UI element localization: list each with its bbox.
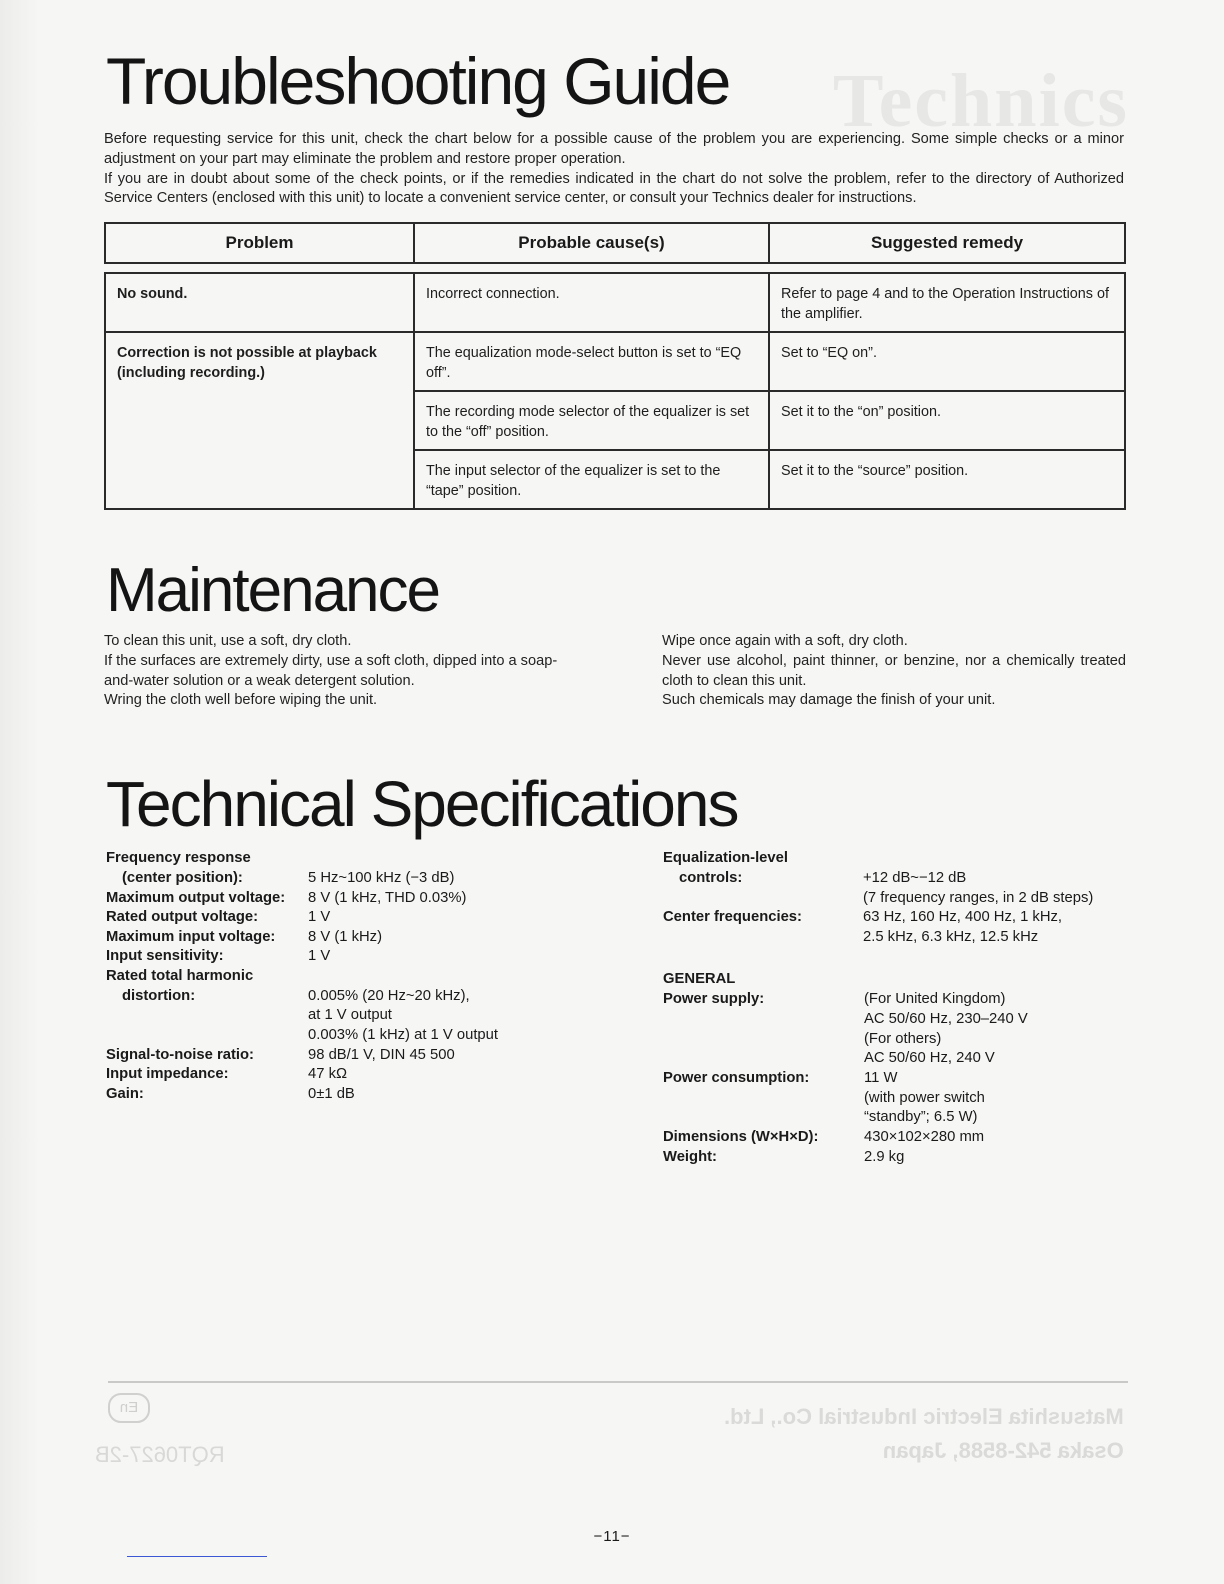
spec-label: controls: bbox=[679, 870, 743, 886]
troubleshooting-header bbox=[104, 222, 1126, 264]
spec-value: 11 W bbox=[864, 1070, 898, 1086]
intro-paragraph: Before requesting service for this unit, check the chart below for a possible cause of the problem you are experiencing. Some simple checks or a minor adjustment on your part may eliminate the problem and restore proper operation. bbox=[104, 131, 1124, 167]
remedy-cell: Set it to the “source” position. bbox=[769, 450, 1125, 509]
bleed-through-line: Osaka 542-8588, Japan bbox=[883, 1438, 1124, 1463]
spec-label: Dimensions (W×H×D): bbox=[663, 1129, 819, 1145]
spec-label: Maximum input voltage: bbox=[106, 929, 276, 945]
problem-cell: Correction is not possible at playback (including recording.) bbox=[105, 332, 414, 509]
spec-value: “standby”; 6.5 W) bbox=[864, 1109, 978, 1125]
spec-value: at 1 V output bbox=[308, 1007, 392, 1023]
spec-label: Frequency response bbox=[106, 850, 251, 866]
spec-label: (center position): bbox=[122, 870, 243, 886]
scan-shadow bbox=[0, 0, 40, 1584]
remedy-cell: Set to “EQ on”. bbox=[769, 332, 1125, 391]
link-underline[interactable] bbox=[127, 1556, 267, 1557]
cause-cell: The input selector of the equalizer is set to the “tape” position. bbox=[414, 450, 769, 509]
spec-value: (7 frequency ranges, in 2 dB steps) bbox=[863, 890, 1094, 906]
specifications-title: Technical Specifications bbox=[106, 768, 738, 840]
bleed-through-line: Matsushita Electric Industrial Co., Ltd. bbox=[724, 1404, 1124, 1429]
remedy-cell: Refer to page 4 and to the Operation Instructions of the amplifier. bbox=[769, 273, 1125, 332]
spec-value: AC 50/60 Hz, 240 V bbox=[864, 1050, 995, 1066]
spec-value: (For others) bbox=[864, 1031, 942, 1047]
spec-value: 98 dB/1 V, DIN 45 500 bbox=[308, 1047, 455, 1063]
header-problem: Problem bbox=[105, 223, 414, 263]
spec-value: 1 V bbox=[308, 909, 331, 925]
spec-label: Rated output voltage: bbox=[106, 909, 259, 925]
table-row bbox=[105, 273, 1125, 332]
header-cause: Probable cause(s) bbox=[414, 223, 769, 263]
spec-label: Signal-to-noise ratio: bbox=[106, 1047, 254, 1063]
spec-label: distortion: bbox=[122, 988, 196, 1004]
intro-paragraph: If you are in doubt about some of the check points, or if the remedies indicated in the chart do not solve the problem, refer to the directory of Authorized Service Centers (enclosed with this unit) to locate a convenient service center, or consult your Technics dealer for instructions. bbox=[104, 170, 1124, 207]
maintenance-line: Wring the cloth well before wiping the unit. bbox=[104, 692, 378, 709]
language-badge: En bbox=[108, 1393, 150, 1423]
table-row bbox=[105, 332, 1125, 391]
spec-value: +12 dB~−12 dB bbox=[863, 870, 967, 886]
spec-label: Equalization-level bbox=[663, 850, 788, 866]
spec-value: (For United Kingdom) bbox=[864, 991, 1006, 1007]
header-remedy: Suggested remedy bbox=[769, 223, 1125, 263]
spec-value: 8 V (1 kHz, THD 0.03%) bbox=[308, 890, 467, 906]
specifications-left-column bbox=[106, 849, 606, 1109]
troubleshooting-title: Troubleshooting Guide bbox=[106, 44, 730, 118]
bleed-through-text bbox=[724, 1400, 1124, 1468]
spec-value: 47 kΩ bbox=[308, 1066, 348, 1082]
page-number: −11− bbox=[593, 1528, 631, 1545]
maintenance-line: Wipe once again with a soft, dry cloth. bbox=[662, 633, 908, 649]
spec-label: Maximum output voltage: bbox=[106, 890, 286, 906]
spec-value: 8 V (1 kHz) bbox=[308, 929, 382, 945]
spec-label: Power supply: bbox=[663, 991, 765, 1007]
spec-label: Weight: bbox=[663, 1149, 717, 1165]
maintenance-title: Maintenance bbox=[106, 556, 440, 625]
spec-label: Gain: bbox=[106, 1086, 144, 1102]
spec-value: 2.5 kHz, 6.3 kHz, 12.5 kHz bbox=[863, 929, 1039, 945]
troubleshooting-intro bbox=[104, 130, 1124, 209]
cause-cell: Incorrect connection. bbox=[414, 273, 769, 332]
spec-label: Rated total harmonic bbox=[106, 968, 254, 984]
cause-cell: The recording mode selector of the equalizer is set to the “off” position. bbox=[414, 391, 769, 450]
specifications-right-column bbox=[663, 849, 1133, 1179]
problem-cell: No sound. bbox=[105, 273, 414, 332]
maintenance-line: To clean this unit, use a soft, dry cloth. bbox=[104, 633, 352, 649]
spec-label: Power consumption: bbox=[663, 1070, 810, 1086]
spec-value: 1 V bbox=[308, 948, 331, 964]
maintenance-line: Such chemicals may damage the finish of your unit. bbox=[662, 692, 996, 709]
spec-value: 2.9 kg bbox=[864, 1149, 905, 1165]
spec-value: 0.005% (20 Hz~20 kHz), bbox=[308, 988, 470, 1004]
spec-label: Input impedance: bbox=[106, 1066, 229, 1082]
spec-value: 5 Hz~100 kHz (−3 dB) bbox=[308, 870, 455, 886]
brand-watermark: Technics bbox=[832, 59, 1129, 143]
spec-value: 0±1 dB bbox=[308, 1086, 355, 1102]
maintenance-line: If the surfaces are extremely dirty, use a soft cloth, dipped into a soap-and-water solution or a weak detergent solution. bbox=[104, 652, 558, 689]
spec-value: 0.003% (1 kHz) at 1 V output bbox=[308, 1027, 498, 1043]
cause-cell: The equalization mode-select button is set to “EQ off”. bbox=[414, 332, 769, 391]
maintenance-right-column bbox=[662, 632, 1126, 711]
spec-value: 63 Hz, 160 Hz, 400 Hz, 1 kHz, bbox=[863, 909, 1063, 925]
spec-value: (with power switch bbox=[864, 1090, 985, 1106]
spec-value: AC 50/60 Hz, 230–240 V bbox=[864, 1011, 1028, 1027]
maintenance-line: Never use alcohol, paint thinner, or benzine, nor a chemically treated cloth to clean this unit. bbox=[662, 652, 1126, 689]
remedy-cell: Set it to the “on” position. bbox=[769, 391, 1125, 450]
spec-label: Center frequencies: bbox=[663, 909, 802, 925]
spec-value: 430×102×280 mm bbox=[864, 1129, 985, 1145]
maintenance-left-column bbox=[104, 632, 574, 711]
document-code: RQT0627-2B bbox=[95, 1442, 225, 1467]
spec-section-heading: GENERAL bbox=[663, 971, 736, 987]
troubleshooting-table bbox=[104, 272, 1126, 510]
spec-label: Input sensitivity: bbox=[106, 948, 224, 964]
footer-divider bbox=[108, 1381, 1128, 1383]
